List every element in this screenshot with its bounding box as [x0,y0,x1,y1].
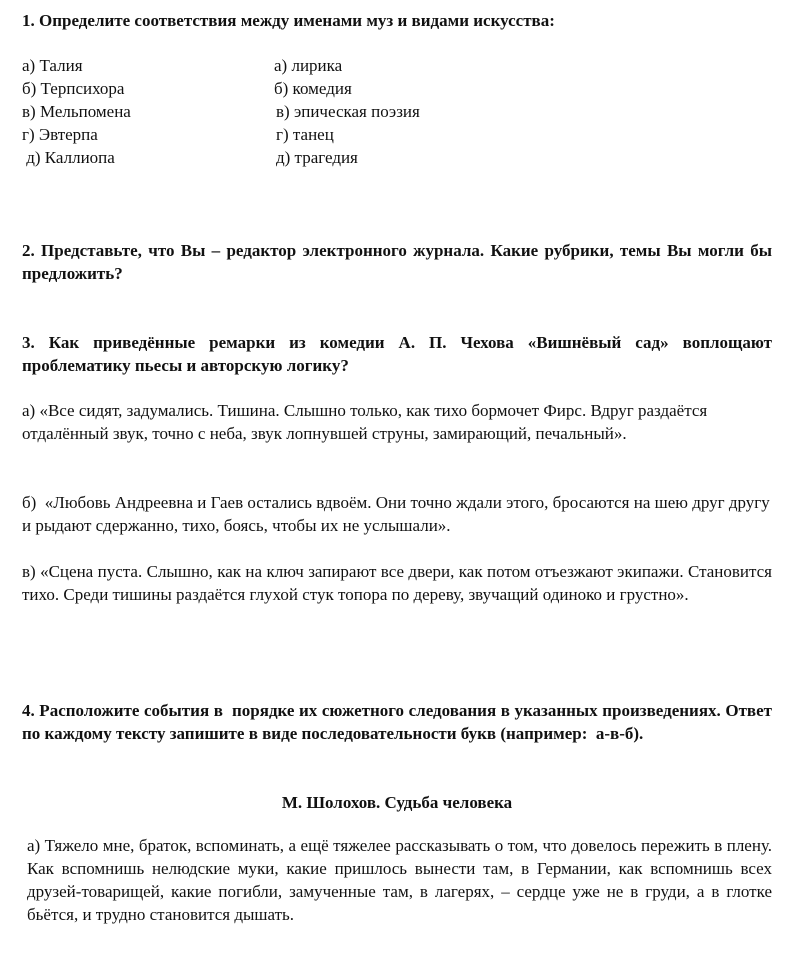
remark-a: а) «Все сидят, задумались. Тишина. Слышно только, как тихо бормочет Фирс. Вдруг раздаётся отдалённый звук, точно с неба, звук лопнувшей струны, замирающий, печальный». [22,401,708,443]
event-a: а) Тяжело мне, браток, вспоминать, а ещё тяжелее рассказывать о том, что довелось пережить в плену. Как вспомнишь нелюдские муки, какие пришлось вынести там, в Германии, как вспомнишь всех друзей-товарищей, какие погибли, замученные там, в лагерях, – сердце уже не в груди, а в глотке бьётся, и трудно становится дышать. [27,836,772,924]
question-3-title: 3. Как приведённые ремарки из комедии А. П. Чехова «Вишнёвый сад» воплощают проблематику пьесы и авторскую логику? [22,333,772,375]
muse-item: в) Мельпомена [22,102,131,121]
remark-b: б) «Любовь Андреевна и Гаев остались вдвоём. Они точно ждали этого, бросаются на шею друг другу и рыдают сдержанно, тихо, боясь, чтобы их не услышали». [22,493,775,535]
art-item: б) комедия [274,79,352,98]
question-1-title: 1. Определите соответствия между именами муз и видами искусства: [22,11,555,30]
question-2-title: 2. Представьте, что Вы – редактор электронного журнала. Какие рубрики, темы Вы могли бы предложить? [22,241,772,283]
muse-item: б) Терпсихора [22,79,125,98]
muse-item: д) Каллиопа [22,148,115,167]
art-item: а) лирика [274,56,343,75]
work-title: М. Шолохов. Судьба человека [281,793,513,812]
art-item: г) танец [276,125,334,144]
art-item: в) эпическая поэзия [276,102,420,121]
muse-item: а) Талия [22,56,83,75]
art-item: д) трагедия [276,148,358,167]
muse-item: г) Эвтерпа [22,125,98,144]
question-4-title: 4. Расположите события в порядке их сюжетного следования в указанных произведениях. Ответ по каждому тексту запишите в виде последовательности букв (например: а-в-б). [22,701,777,743]
remark-v: в) «Сцена пуста. Слышно, как на ключ запирают все двери, как потом отъезжают экипажи. Становится тихо. Среди тишины раздаётся глухой стук топора по дереву, звучащий одиноко и грустно». [22,562,772,604]
